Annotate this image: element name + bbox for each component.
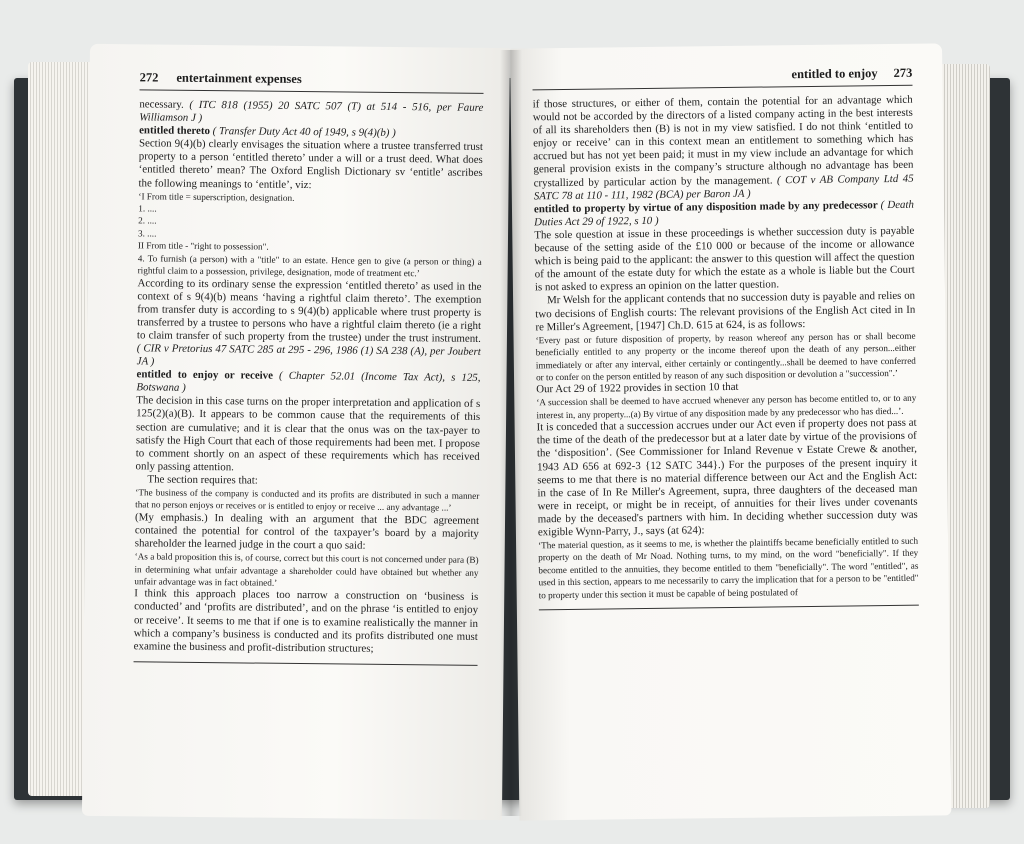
paragraph: Section 9(4)(b) clearly envisages the situation where a trustee transferred trust property to a person ‘entitled thereto’ under a will or a trust deed. What does ‘entitled thereto’ mean? The Oxford English Dictionary sv ‘entitle’ ascribes the following meanings to ‘entitle’, viz: bbox=[138, 137, 484, 191]
heading-text: entitled to property by virtue of any disposition made by any predecessor bbox=[533, 198, 878, 216]
quote-block: ‘Every past or future disposition of property, by reason whereof any person has or shall become beneficially entitled to any property or the income thereof upon the death of any person...either immediately or after any interval, either certainly or contingently...shall be deemed to have conferred or to confer on the person entitled by reason of any such disposition or devolution a "succession".’ bbox=[535, 330, 916, 383]
paragraph: Our Act 29 of 1922 provides in section 10 that bbox=[536, 381, 739, 396]
text: According to its ordinary sense the expression ‘entitled thereto’ as used in the context of s 9(4)(b) means ‘having a rightful claim thereto’. The exemption from transfer duty is according to s 9(4)(b) applicable where trust property is transferred by a trustee to persons who have a rightful claim thereto (ie a right to claim transfer of such property from the trustee) under the trust instrument. bbox=[136, 276, 482, 345]
quote-line: II From title - "right to possession". bbox=[137, 240, 269, 252]
citation: ( COT v AB Company Ltd 45 SATC 78 at 110 - 111, 1982 (BCA) per Baron JA ) bbox=[533, 172, 914, 203]
paragraph bbox=[137, 277, 482, 372]
paragraph: I think this approach places too narrow a construction on ‘business is conducted’ and ‘profits are distributed’, and on the phrase ‘is entitled to enjoy or receive’. It seems to me that if one is to examine realistically the manner in which a company’s business is conducted and its profits distributed one must examine the business and profit-distribution structures; bbox=[133, 587, 479, 655]
right-page-number: 273 bbox=[893, 65, 913, 80]
left-para-0 bbox=[139, 98, 483, 128]
left-running-head bbox=[140, 70, 484, 94]
right-running-head bbox=[532, 66, 912, 91]
entry-heading bbox=[136, 368, 480, 398]
citation: ( Chapter 52.01 (Income Tax Act), s 125, Botswana ) bbox=[136, 369, 481, 395]
paragraph: Mr Welsh for the applicant contends that no succession duty is payable and relies on two decisions of English courts: The relevant provisions of the English Act cited in In re Miller's Agreement, [1947] Ch.D. 615 at 624, is as follows: bbox=[535, 290, 916, 333]
left-page bbox=[82, 44, 510, 820]
citation: ( ITC 818 (1955) 20 SATC 507 (T) at 514 - 516, per Faure Williamson J ) bbox=[139, 98, 484, 125]
right-para-0 bbox=[533, 94, 914, 203]
quote-line: 4. To furnish (a person) with a "title" to an estate. Hence gen to give (a person or thing) a rightful claim to a possession, privilege, designation, mode of treatment etc.’ bbox=[137, 253, 482, 279]
book-gutter bbox=[500, 50, 522, 816]
heading-text: entitled to enjoy or receive bbox=[136, 368, 274, 382]
quote-line: 1. .... bbox=[138, 203, 157, 214]
left-running-title: entertainment expenses bbox=[176, 70, 302, 87]
quote-line: ‘I From title = superscription, designation. bbox=[138, 190, 295, 203]
paragraph: The sole question at issue in these proceedings is whether succession duty is payable because of the setting aside of the £10 000 or because of the income or allowance which is being paid to the applicant: the answer to this question will affect the question of the amount of the estate duty for which the estate as a whole is liable but the Court is not asked to express an opinion on the latter question. bbox=[534, 224, 915, 294]
quote-block: ‘The material question, as it seems to me, is whether the plaintiffs became beneficially entitled to such property on the death of Mr Noad. Nothing turns, to my mind, on the word "beneficially". If they become entitled to the annuities, they become entitled to them "beneficially". The word "entitled", as used in this section, appears to me necessarily to carry the implication that for a person to be "entitled" to property under this section it must be capable of being postulated of bbox=[538, 535, 919, 601]
text: if those structures, or either of them, contain the potential for an advantage which would not be accorded by the directors of a listed company acting in the best interests of all its shareholders then (B) is not in my view satisfied. I do not think ‘entitled to enjoy or receive’ can in this context mean an entitlement to something which has accrued but has not yet been paid; it must in my view include an advantage for which general provision exists in the company’s structure although no advantage has been crystallized by particular action by the management. bbox=[532, 93, 914, 189]
left-page-number: 272 bbox=[139, 70, 159, 85]
footer-rule bbox=[539, 605, 919, 611]
paragraph: The decision in this case turns on the proper interpretation and application of s 125(2)(a)(B). It appears to be common cause that the requirements of this section are cumulative; and it is clear that the onus was on the tax-payer to satisfy the High Court that each of those requirements had been met. I propose to comment shortly on an aspect of these requirements which has received only passing attention. bbox=[135, 394, 481, 474]
quote-block: ‘A succession shall be deemed to have accrued whenever any person has become entitled to, or to any interest in, any property...(a) By virtue of any disposition made by any predecessor who has died...’. bbox=[536, 393, 917, 421]
citation: ( CIR v Pretorius 47 SATC 285 at 295 - 296, 1986 (1) SA 238 (A), per Joubert JA ) bbox=[136, 342, 481, 368]
paragraph: It is conceded that a succession accrues under our Act even if property does not pass at the time of the death of the predecessor but at a later date by virtue of the provisions of the ‘disposition’. (See Commissioner for Inland Revenue v Estate Crewe & another, 1943 AD 656 at 692-3 {12 SATC 344}.) For the purposes of the present inquiry it seems to me that there is no material difference between our Act and the English Act: in the case of In Re Miller's Agreement, supra, three daughters of the deceased man were in receipt, or might be in receipt, of annuities for their lives under covenants made by the deceased's partners with him. In deciding whether succession duty was exigible Wynn-Parry, J., says (at 624): bbox=[536, 416, 918, 539]
right-body bbox=[533, 94, 919, 611]
citation: ( Death Duties Act 29 of 1922, s 10 ) bbox=[534, 198, 915, 229]
right-page bbox=[510, 43, 951, 820]
quote-line: 2. .... bbox=[138, 215, 157, 226]
paragraph: (My emphasis.) In dealing with an argument that the BDC agreement contained the potential for control of the taxpayer’s board by a majority shareholder the learned judge in the court a quo said: bbox=[134, 511, 480, 552]
quote-block: ‘The business of the company is conducted and its profits are distributed in such a manner that no person enjoys or receives or is entitled to enjoy or receive ... any advantage ...’ bbox=[135, 487, 480, 514]
paragraph: The section requires that: bbox=[147, 473, 258, 487]
quote-block: ‘As a bald proposition this is, of course, correct but this court is not concerned under para (B) in determining what unfair advantage a shareholder could have obtained but whether any unfair advantage was in fact obtained.’ bbox=[134, 551, 479, 588]
text: necessary. bbox=[139, 98, 184, 111]
right-running-title: entitled to enjoy bbox=[791, 66, 878, 82]
quote-line: 3. .... bbox=[137, 228, 157, 239]
citation: ( Transfer Duty Act 40 of 1949, s 9(4)(b) ) bbox=[212, 125, 396, 140]
heading-text: entitled thereto bbox=[139, 124, 211, 138]
footer-rule bbox=[134, 661, 478, 666]
left-body bbox=[134, 98, 484, 665]
